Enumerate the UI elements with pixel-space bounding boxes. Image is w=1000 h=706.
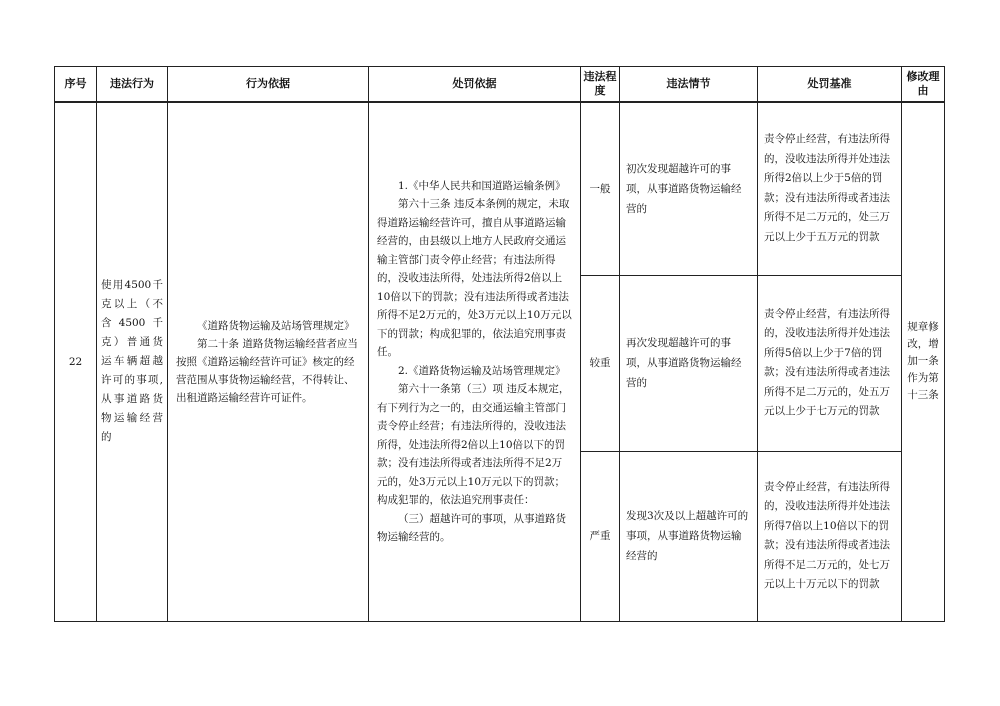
standard-serious: 责令停止经营，有违法所得的，没收违法所得并处违法所得5倍以上少于7倍的罚款；没有违法所得或者违法所得不足二万元的，处五万元以上少于七万元的罚款 [758, 275, 902, 451]
row-seq: 22 [55, 102, 97, 621]
row-penalty-basis [369, 102, 581, 621]
plot-severe: 发现3次及以上超越许可的事项，从事道路货物运输经营的 [620, 451, 758, 621]
row-violation: 使用4500千克以上（不含4500千克）普通货运车辆超越许可的事项,从事道路货物运输经营的 [97, 102, 168, 621]
header-plot: 违法情节 [620, 67, 758, 103]
row-basis [168, 102, 369, 621]
penalty-standard-table [54, 66, 945, 622]
modify-reason: 规章修改，增加一条作为第十三条 [902, 102, 945, 621]
penalty-basis-item-3: （三）超越许可的事项，从事道路货物运输经营的。 [377, 512, 566, 544]
degree-serious: 较重 [581, 275, 620, 451]
plot-serious: 再次发现超越许可的事项，从事道路货物运输经营的 [620, 275, 758, 451]
degree-severe: 严重 [581, 451, 620, 621]
header-seq: 序号 [55, 67, 97, 103]
penalty-basis-title-2: 2.《道路货物运输及站场管理规定》 [398, 364, 566, 377]
table-header [55, 67, 945, 103]
header-reason: 修改理由 [902, 67, 945, 103]
header-basis: 行为依据 [168, 67, 369, 103]
penalty-basis-title-1: 1.《中华人民共和国道路运输条例》 [398, 179, 566, 192]
header-standard: 处罚基准 [758, 67, 902, 103]
plot-general: 初次发现超越许可的事项，从事道路货物运输经营的 [620, 102, 758, 275]
penalty-basis-article-1: 第六十三条 违反本条例的规定，未取得道路运输经营许可，擅自从事道路运输经营的，由县级以上地方人民政府交通运输主管部门责令停止经营；有违法所得的，没收违法所得，处违法所得2倍以上10倍以下的罚款；没有违法所得或者违法所得不足2万元的，处3万元以上10万元以下的罚款；构成犯罪的，依法追究刑事责任。 [377, 198, 572, 359]
standard-general: 责令停止经营，有违法所得的，没收违法所得并处违法所得2倍以上少于5倍的罚款；没有违法所得或者违法所得不足二万元的，处三万元以上少于五万元的罚款 [758, 102, 902, 275]
standard-severe: 责令停止经营，有违法所得的，没收违法所得并处违法所得7倍以上10倍以下的罚款；没有违法所得或者违法所得不足二万元的，处七万元以上十万元以下的罚款 [758, 451, 902, 621]
basis-article: 第二十条 道路货物运输经营者应当按照《道路运输经营许可证》核定的经营范围从事货物运输经营，不得转让、出租道路运输经营许可证件。 [176, 337, 358, 404]
table-row [55, 102, 945, 275]
degree-general: 一般 [581, 102, 620, 275]
header-penalty-basis: 处罚依据 [369, 67, 581, 103]
header-degree: 违法程度 [581, 67, 620, 103]
basis-title: 《道路货物运输及站场管理规定》 [197, 319, 355, 332]
header-violation: 违法行为 [97, 67, 168, 103]
penalty-basis-article-2: 第六十一条第（三）项 违反本规定，有下列行为之一的，由交通运输主管部门责令停止经营；有违法所得的，没收违法所得，处违法所得2倍以上10倍以下的罚款；没有违法所得或者违法所得不足2万元的，处3万元以上10万元以下的罚款；构成犯罪的，依法追究刑事责任： [377, 383, 570, 507]
